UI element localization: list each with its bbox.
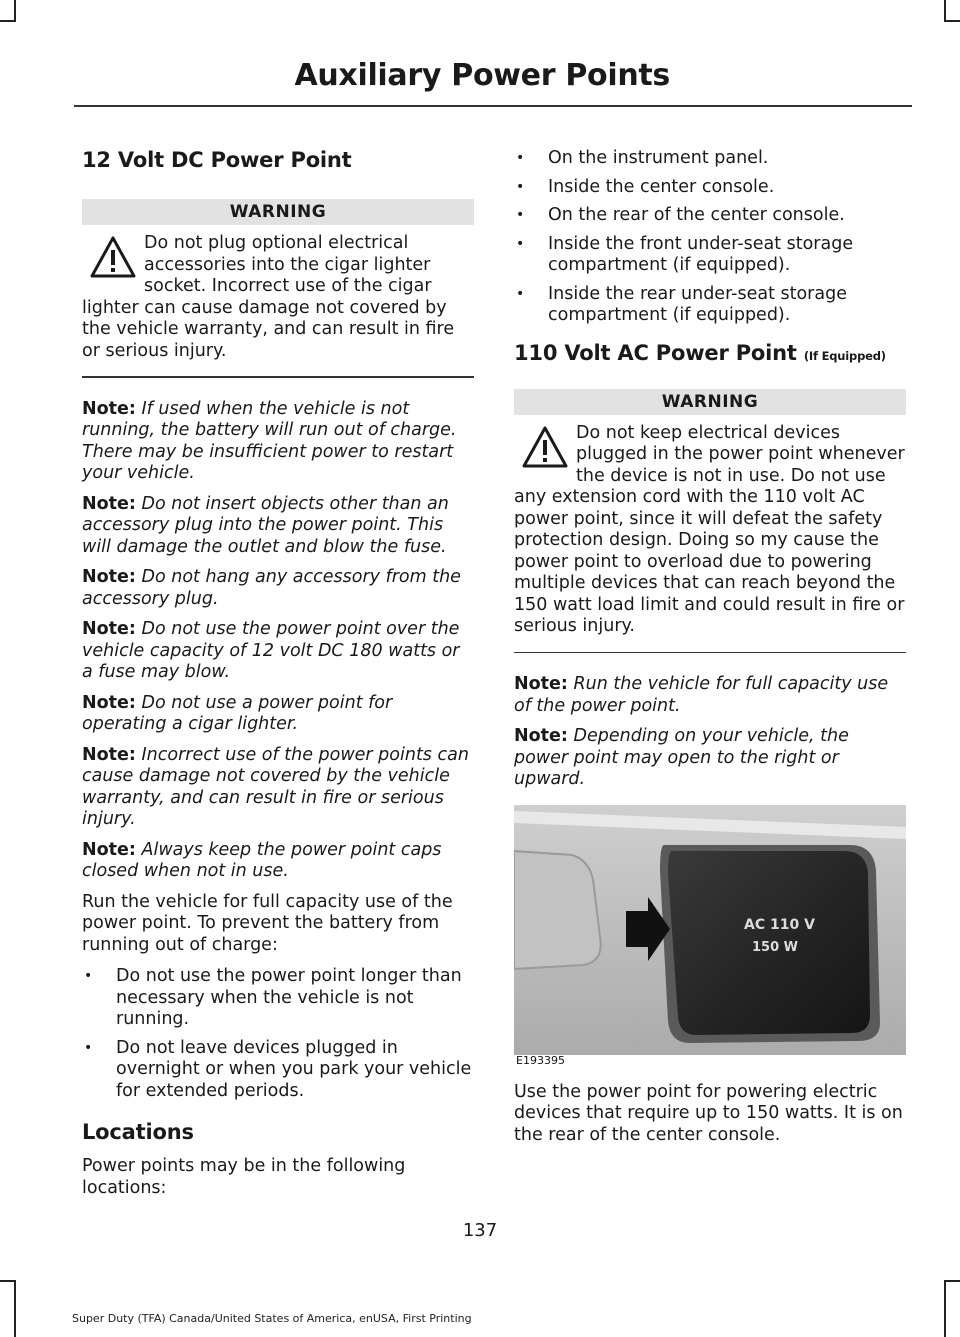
warning-text: Do not plug optional electrical accessories into the cigar lighter socket. Incorrect use of the cigar lighter can cause damage not covered by the vehicle warranty, and can result in fire or serious injury. bbox=[82, 233, 455, 361]
crop-mark bbox=[944, 0, 946, 22]
list-item: • Do not use the power point longer than necessary when the vehicle is not running. bbox=[82, 966, 474, 1031]
note-label: Note: bbox=[82, 744, 136, 765]
power-point-figure bbox=[514, 805, 906, 1070]
note bbox=[82, 619, 474, 684]
warning-rule bbox=[514, 652, 906, 654]
note-label: Note: bbox=[82, 839, 136, 860]
warning-text: Do not keep electrical devices plugged in the power point whenever the device is not in use. Do not use any extension cord with the 110 volt AC power point, since it will defeat the safety protection design. Doing so my cause the power point to overload due to powering multiple devices that can reach beyond the 150 watt load limit and could result in fire or serious injury. bbox=[514, 422, 905, 636]
section-heading-ac-text: 110 Volt AC Power Point bbox=[514, 340, 797, 365]
warning-rule bbox=[82, 376, 474, 378]
note-text: Depending on your vehicle, the power point may open to the right or upward. bbox=[514, 726, 849, 789]
note-label: Note: bbox=[514, 726, 568, 746]
list-item: • On the instrument panel. bbox=[514, 148, 906, 170]
notes-list bbox=[82, 399, 474, 883]
run-paragraph: Run the vehicle for full capacity use of the power point. To prevent the battery from running out of charge: bbox=[82, 891, 453, 955]
note bbox=[82, 693, 474, 736]
warning-label: WARNING bbox=[514, 389, 906, 415]
notes-list bbox=[514, 674, 906, 791]
section-heading-ac-qualifier: (If Equipped) bbox=[803, 348, 886, 363]
list-item: • Inside the rear under-seat storage compartment (if equipped). bbox=[514, 284, 906, 327]
cover-label-line1: AC 110 V bbox=[744, 916, 815, 933]
warning-box bbox=[82, 199, 474, 378]
list-item: • Inside the center console. bbox=[514, 177, 906, 199]
note bbox=[514, 726, 906, 791]
figure-code: E193395 bbox=[516, 1053, 565, 1067]
warning-body bbox=[82, 233, 474, 362]
section-heading-locations: Locations bbox=[82, 1120, 194, 1144]
note bbox=[82, 567, 474, 610]
page-title: Auxiliary Power Points bbox=[294, 58, 670, 93]
note-label: Note: bbox=[514, 674, 568, 694]
note-label: Note: bbox=[82, 493, 136, 514]
note-text: Always keep the power point caps closed when not in use. bbox=[82, 839, 442, 881]
crop-mark bbox=[944, 1280, 960, 1282]
note-text: If used when the vehicle is not running, the battery will run out of charge. There may be insufficient power to restart your vehicle. bbox=[82, 398, 457, 483]
crop-mark bbox=[14, 0, 16, 22]
note bbox=[82, 745, 474, 831]
warning-triangle-icon bbox=[90, 235, 136, 279]
note-text: Run the vehicle for full capacity use of the power point. bbox=[514, 674, 889, 716]
warning-triangle-icon bbox=[522, 425, 568, 469]
footer-text: Super Duty (TFA) Canada/United States of America, enUSA, First Printing bbox=[72, 1312, 472, 1325]
battery-bullets bbox=[82, 966, 474, 1102]
crop-mark bbox=[944, 20, 960, 22]
warning-box bbox=[514, 389, 906, 654]
left-column bbox=[82, 148, 474, 1199]
note bbox=[82, 840, 474, 883]
right-column bbox=[514, 148, 906, 1146]
crop-mark bbox=[944, 1280, 946, 1337]
note-text: Do not use a power point for operating a cigar lighter. bbox=[82, 692, 393, 734]
note-label: Note: bbox=[82, 398, 136, 419]
section-heading-ac bbox=[514, 341, 906, 365]
location-bullets bbox=[514, 148, 906, 327]
note bbox=[82, 494, 474, 559]
section-heading-dc: 12 Volt DC Power Point bbox=[82, 148, 352, 172]
page-number: 137 bbox=[462, 1220, 498, 1241]
note-label: Note: bbox=[82, 692, 136, 713]
crop-mark bbox=[0, 1280, 16, 1282]
warning-body bbox=[514, 423, 906, 638]
note-text: Incorrect use of the power points can cause damage not covered by the vehicle warranty, and can result in fire or serious injury. bbox=[82, 744, 469, 829]
note-text: Do not hang any accessory from the accessory plug. bbox=[82, 567, 461, 609]
note bbox=[514, 674, 906, 717]
crop-mark bbox=[0, 20, 16, 22]
note-text: Do not use the power point over the vehicle capacity of 12 volt DC 180 watts or a fuse may blow. bbox=[82, 619, 460, 682]
crop-mark bbox=[14, 1280, 16, 1337]
locations-intro: Power points may be in the following locations: bbox=[82, 1156, 406, 1198]
note-label: Note: bbox=[82, 567, 136, 587]
list-item: • On the rear of the center console. bbox=[514, 205, 906, 227]
note bbox=[82, 399, 474, 485]
cover-label-line2: 150 W bbox=[752, 939, 799, 955]
closing-paragraph: Use the power point for powering electric devices that require up to 150 watts. It is on the rear of the center console. bbox=[514, 1081, 903, 1145]
title-rule bbox=[74, 105, 912, 107]
list-item: • Do not leave devices plugged in overnight or when you park your vehicle for extended periods. bbox=[82, 1038, 474, 1103]
list-item: • Inside the front under-seat storage compartment (if equipped). bbox=[514, 234, 906, 277]
warning-label: WARNING bbox=[82, 199, 474, 225]
note-label: Note: bbox=[82, 619, 136, 639]
power-point-illustration bbox=[514, 805, 906, 1070]
note-text: Do not insert objects other than an accessory plug into the power point. This will damage the outlet and blow the fuse. bbox=[82, 493, 449, 557]
